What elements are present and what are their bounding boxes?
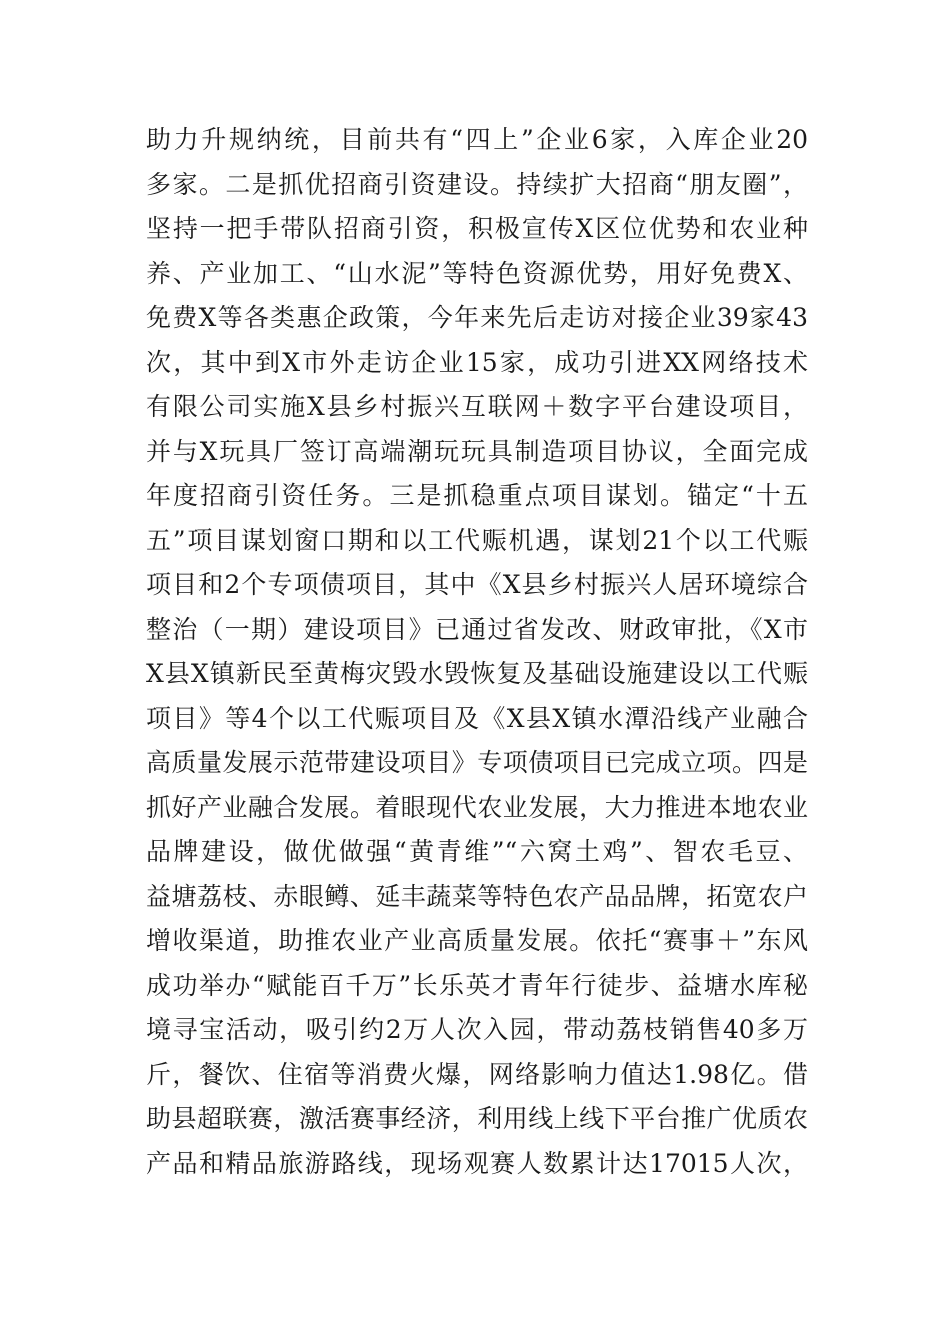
- text-line: 品牌建设，做优做强“黄青维”“六窝土鸡”、智农毛豆、: [146, 837, 808, 866]
- text-line: 有限公司实施X县乡村振兴互联网＋数字平台建设项目，: [146, 392, 808, 421]
- text-line: 斤，餐饮、住宿等消费火爆，网络影响力值达1.98亿。借: [146, 1059, 808, 1089]
- text-line: 境寻宝活动，吸引约2万人次入园，带动荔枝销售40多万: [146, 1015, 808, 1044]
- text-line: 年度招商引资任务。三是抓稳重点项目谋划。锚定“十五: [146, 481, 808, 510]
- body-paragraph: [146, 118, 808, 1186]
- text-line: 整治（一期）建设项目》已通过省发改、财政审批，《X市: [146, 614, 808, 644]
- text-line: 多家。二是抓优招商引资建设。持续扩大招商“朋友圈”，: [146, 169, 808, 199]
- text-line: 五”项目谋划窗口期和以工代赈机遇，谋划21个以工代赈: [146, 525, 808, 555]
- text-line: 增收渠道，助推农业产业高质量发展。依托“赛事＋”东风: [146, 926, 808, 955]
- text-line: 高质量发展示范带建设项目》专项债项目已完成立项。四是: [146, 748, 808, 777]
- text-line: 免费X等各类惠企政策，今年来先后走访对接企业39家43: [146, 303, 808, 332]
- text-line: 成功举办“赋能百千万”长乐英才青年行徒步、益塘水库秘: [146, 970, 808, 1000]
- text-line: 项目和2个专项债项目，其中《X县乡村振兴人居环境综合: [146, 570, 808, 599]
- text-line: 次，其中到X市外走访企业15家，成功引进XX网络技术: [146, 347, 808, 377]
- text-line: X县X镇新民至黄梅灾毁水毁恢复及基础设施建设以工代赈: [146, 659, 808, 688]
- text-line: 产品和精品旅游路线，现场观赛人数累计达17015人次，: [146, 1148, 808, 1178]
- text-line: 坚持一把手带队招商引资，积极宣传X区位优势和农业种: [146, 214, 808, 243]
- text-line: 养、产业加工、“山水泥”等特色资源优势，用好免费X、: [146, 258, 808, 288]
- text-line: 并与X玩具厂签订高端潮玩玩具制造项目协议，全面完成: [146, 436, 808, 466]
- text-line: 益塘荔枝、赤眼鳟、延丰蔬菜等特色农产品品牌，拓宽农户: [146, 881, 808, 911]
- text-line: 抓好产业融合发展。着眼现代农业发展，大力推进本地农业: [146, 792, 808, 822]
- text-line: 助县超联赛，激活赛事经济，利用线上线下平台推广优质农: [146, 1104, 808, 1133]
- text-line: 项目》等4个以工代赈项目及《X县X镇水潭沿线产业融合: [146, 703, 808, 733]
- text-line: 助力升规纳统，目前共有“四上”企业6家，入库企业20: [146, 125, 808, 154]
